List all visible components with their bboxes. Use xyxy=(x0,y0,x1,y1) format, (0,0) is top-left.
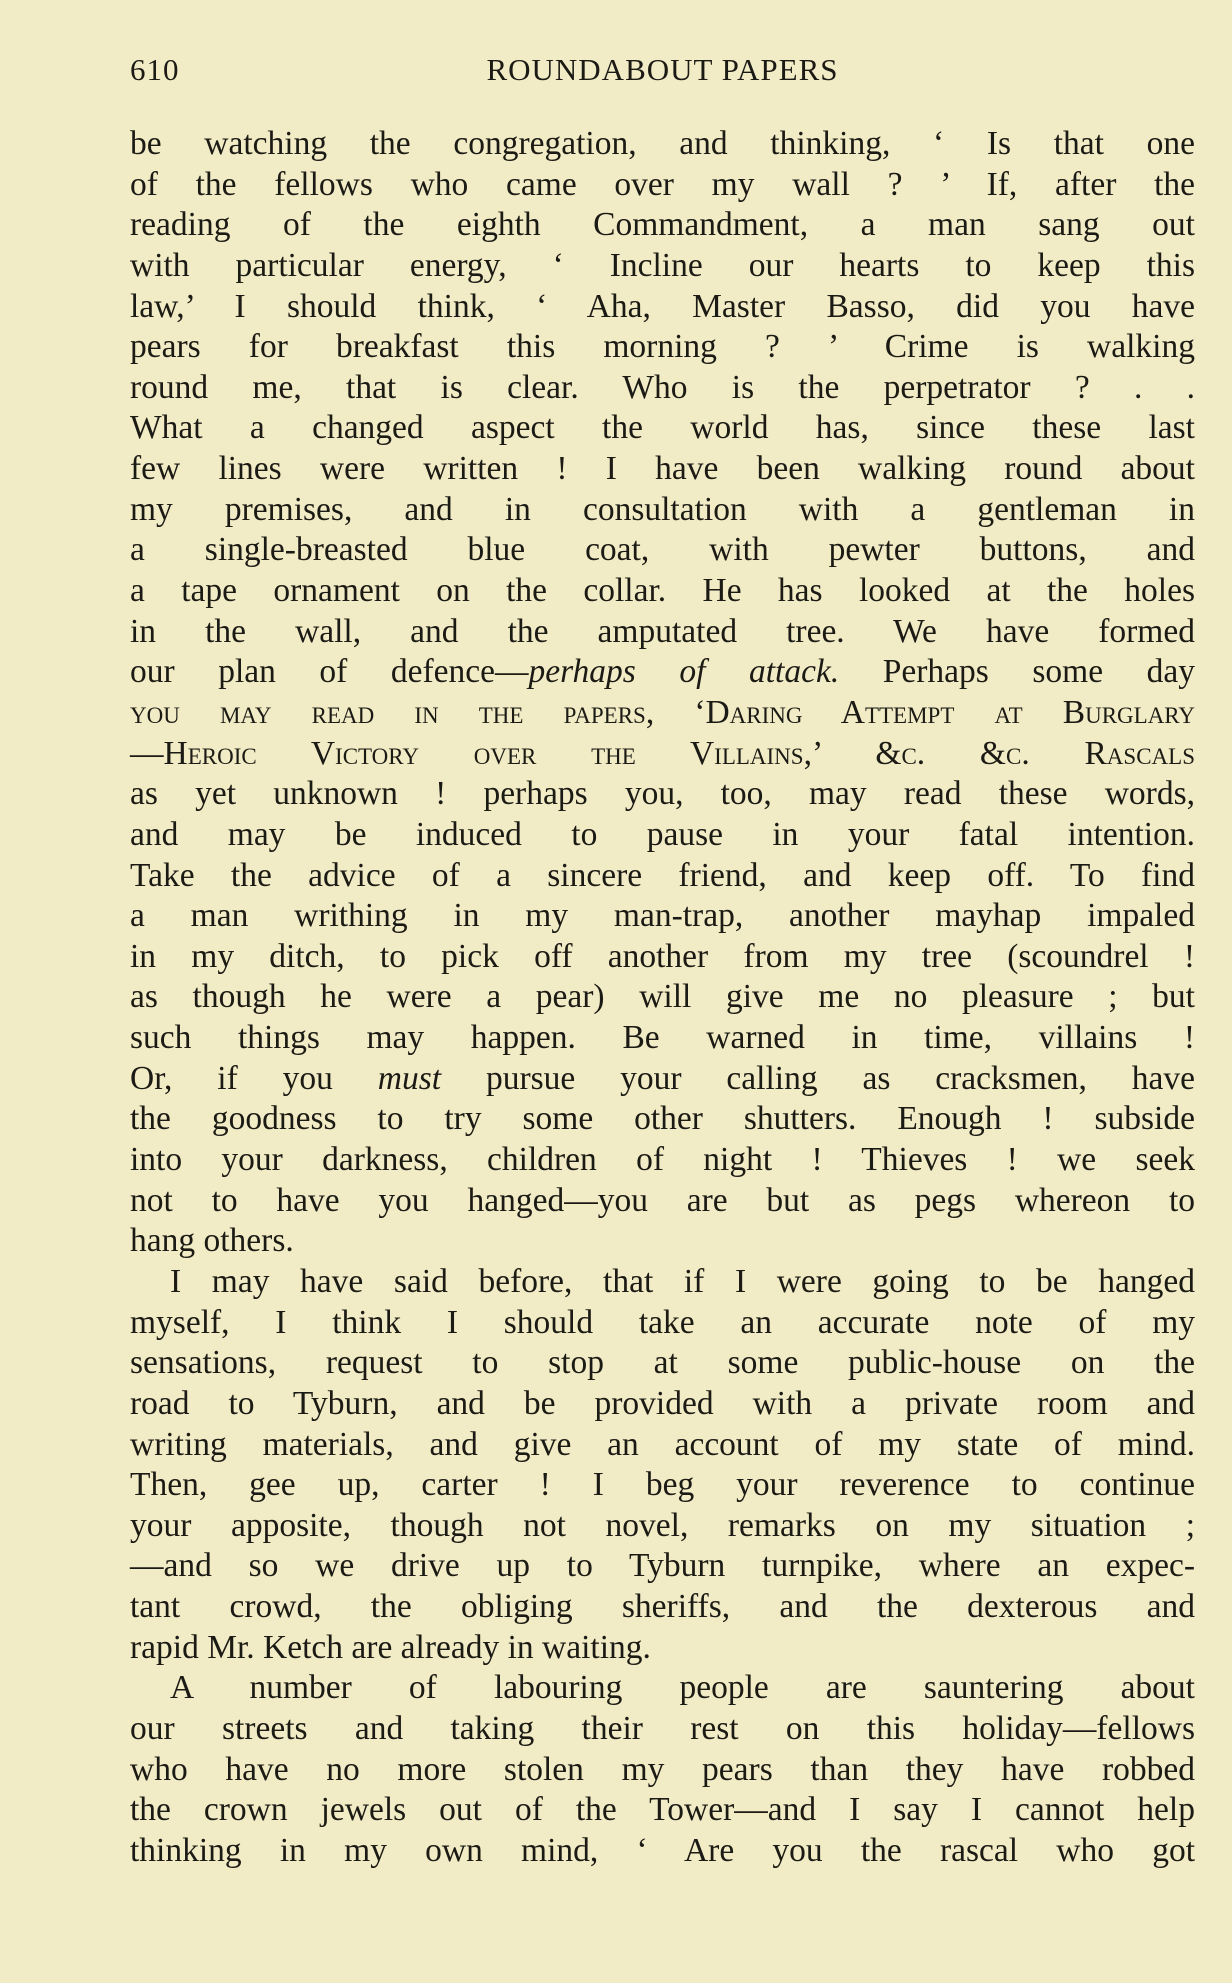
text-line: the crown jewels out of the Tower—and I say I cannot help xyxy=(130,1791,1195,1829)
text-line: A number of labouring people are sauntering about xyxy=(170,1669,1195,1707)
text-line: a man writhing in my man-trap, another mayhap impaled xyxy=(130,897,1195,935)
text-line: myself, I think I should take an accurate note of my xyxy=(130,1303,1195,1341)
text-line: in the wall, and the amputated tree. We have formed xyxy=(130,612,1195,650)
text-line: be watching the congregation, and thinking, ‘ Is that one xyxy=(130,125,1195,162)
page-header xyxy=(130,52,1195,98)
page-number: 610 xyxy=(130,52,180,87)
italic-run: perhaps of attack. xyxy=(528,653,840,691)
text-line: sensations, request to stop at some public-house on the xyxy=(130,1344,1195,1382)
text-run: Or, if you xyxy=(130,1059,378,1097)
text-line: as though he were a pear) will give me no pleasure ; but xyxy=(130,978,1195,1016)
text-line: my premises, and in consultation with a gentleman in xyxy=(130,490,1195,528)
text-line: road to Tyburn, and be provided with a private room and xyxy=(130,1384,1195,1422)
text-line: the goodness to try some other shutters. Enough ! subside xyxy=(130,1100,1195,1138)
text-line: few lines were written ! I have been walking round about xyxy=(130,450,1195,488)
italic-run: must xyxy=(377,1059,442,1097)
text-run: Perhaps some day xyxy=(839,653,1195,691)
text-line: pears for breakfast this morning ? ’ Crime is walking xyxy=(130,328,1195,366)
text-line: as yet unknown ! perhaps you, too, may read these words, xyxy=(130,775,1195,813)
text-line: tant crowd, the obliging sheriffs, and the dexterous and xyxy=(130,1588,1195,1626)
text-line xyxy=(130,652,1195,693)
text-line: a tape ornament on the collar. He has looked at the holes xyxy=(130,572,1195,610)
text-line: thinking in my own mind, ‘ Are you the rascal who got xyxy=(130,1831,1195,1869)
text-line: round me, that is clear. Who is the perpetrator ? . . xyxy=(130,368,1195,406)
text-line: writing materials, and give an account of my state of mind. xyxy=(130,1425,1195,1463)
text-line: such things may happen. Be warned in time, villains ! xyxy=(130,1019,1195,1057)
text-line: of the fellows who came over my wall ? ’ If, after the xyxy=(130,165,1195,203)
text-run: pursue your calling as cracksmen, have xyxy=(441,1059,1195,1097)
text-line: What a changed aspect the world has, since these last xyxy=(130,409,1195,447)
text-line: and may be induced to pause in your fatal intention. xyxy=(130,815,1195,853)
text-line: —and so we drive up to Tyburn turnpike, where an expec- xyxy=(130,1547,1195,1585)
text-line: not to have you hanged—you are but as pegs whereon to xyxy=(130,1181,1195,1219)
text-line-small-caps: —Heroic Victory over the Villains,’ &c. &c. Rascals xyxy=(130,734,1195,772)
running-head: ROUNDABOUT PAPERS xyxy=(486,52,839,87)
text-line: Then, gee up, carter ! I beg your reverence to continue xyxy=(130,1466,1195,1504)
text-line: a single-breasted blue coat, with pewter buttons, and xyxy=(130,531,1195,569)
text-line: our streets and taking their rest on this holiday—fellows xyxy=(130,1709,1195,1747)
text-line: rapid Mr. Ketch are already in waiting. xyxy=(130,1628,651,1666)
text-run: our plan of defence— xyxy=(130,653,529,691)
text-line: law,’ I should think, ‘ Aha, Master Basso, did you have xyxy=(130,287,1195,325)
text-line: Take the advice of a sincere friend, and keep off. To find xyxy=(130,856,1195,894)
text-line: who have no more stolen my pears than they have robbed xyxy=(130,1750,1195,1788)
text-line: I may have said before, that if I were going to be hanged xyxy=(170,1262,1195,1300)
text-line: your apposite, though not novel, remarks on my situation ; xyxy=(130,1506,1195,1544)
text-line: with particular energy, ‘ Incline our hearts to keep this xyxy=(130,246,1195,284)
text-line: into your darkness, children of night ! Thieves ! we seek xyxy=(130,1141,1195,1179)
text-line-small-caps: you may read in the papers, ‘Daring Attempt at Burglary xyxy=(130,693,1195,731)
text-line: reading of the eighth Commandment, a man sang out xyxy=(130,206,1195,244)
text-line xyxy=(130,1059,1195,1100)
body-text xyxy=(130,124,1195,1872)
text-line: hang others. xyxy=(130,1222,294,1260)
text-line: in my ditch, to pick off another from my tree (scoundrel ! xyxy=(130,937,1195,975)
